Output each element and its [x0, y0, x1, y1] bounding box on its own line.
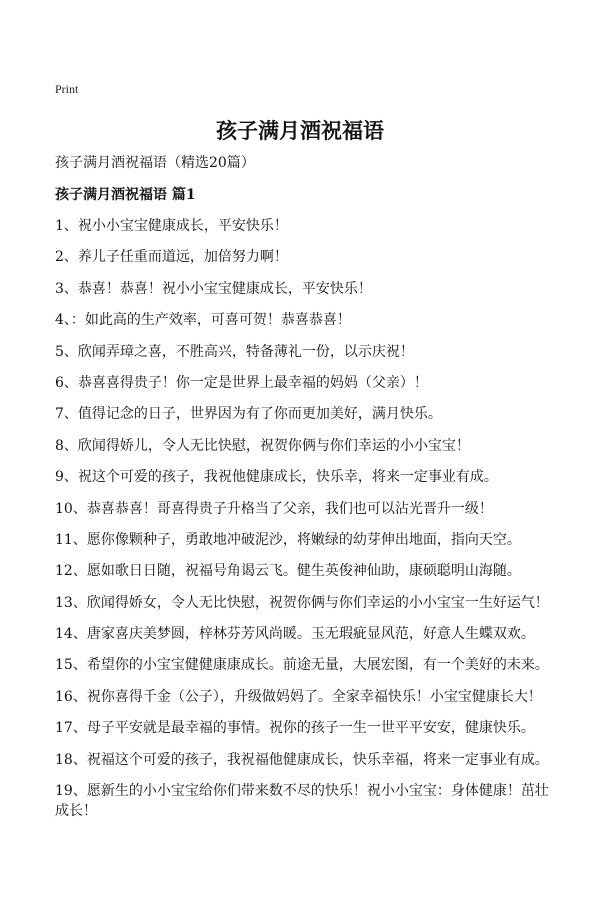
list-item: 5、欣闻弄璋之喜，不胜高兴，特备薄礼一份，以示庆祝！: [55, 343, 414, 360]
list-item: 1、祝小小宝宝健康成长，平安快乐！: [55, 218, 288, 234]
list-item: 9、祝这个可爱的孩子，我祝他健康成长，快乐幸，将来一定事业有成。: [55, 469, 498, 486]
blessing-list: [55, 216, 550, 821]
list-item: 11、愿你像颗种子，勇敢地冲破泥沙，将嫩绿的幼芽伸出地面，指向天空。: [55, 531, 521, 548]
list-item: 4、：如此高的生产效率，可喜可贺！恭喜恭喜！: [55, 312, 351, 329]
list-item: 18、祝福这个可爱的孩子，我祝福他健康成长，快乐幸福，将来一定事业有成。: [55, 751, 549, 768]
list-item: 19、愿新生的小小宝宝给你们带来数不尽的快乐！祝小小宝宝：身体健康！茁壮成长！: [55, 783, 549, 820]
list-item: 16、祝你喜得千金（公子），升级做妈妈了。全家幸福快乐！小宝宝健康长大！: [55, 688, 542, 705]
list-item: 3、恭喜！恭喜！祝小小宝宝健康成长，平安快乐！: [55, 280, 372, 297]
page-title: 孩子满月酒祝福语: [216, 118, 384, 143]
document-subtitle: 孩子满月酒祝福语（精选20篇）: [55, 155, 255, 171]
list-item: 17、母子平安就是最幸福的事情。祝你的孩子一生一世平平安安，健康快乐。: [55, 720, 535, 737]
list-item: 7、值得记念的日子，世界因为有了你而更加美好，满月快乐。: [55, 406, 442, 423]
print-label: Print: [55, 82, 79, 96]
list-item: 8、欣闻得娇儿，令人无比快慰，祝贺你俩与你们幸运的小小宝宝！: [55, 437, 470, 454]
list-item: 15、希望你的小宝宝健健康康成长。前途无量，大展宏图，有一个美好的未来。: [55, 657, 549, 674]
list-item: 13、欣闻得娇女，令人无比快慰，祝贺你俩与你们幸运的小小宝宝一生好运气！: [55, 594, 549, 611]
list-item: 12、愿如歌日日随，祝福号角谒云飞。健生英俊神仙助，康硕聪明山海随。: [55, 563, 521, 580]
section-heading: 孩子满月酒祝福语 篇1: [55, 187, 196, 203]
list-item: 14、唐家喜庆美梦圆，梓林芬芳风尚暖。玉无瑕疵显风范，好意人生蝶双欢。: [55, 626, 535, 643]
list-item: 10、恭喜恭喜！哥喜得贵子升格当了父亲，我们也可以沾光晋升一级！: [55, 500, 493, 517]
list-item: 2、养儿子任重而道远，加倍努力啊！: [55, 249, 288, 266]
list-item: 6、恭喜喜得贵子！你一定是世界上最幸福的妈妈（父亲）！: [55, 374, 428, 391]
